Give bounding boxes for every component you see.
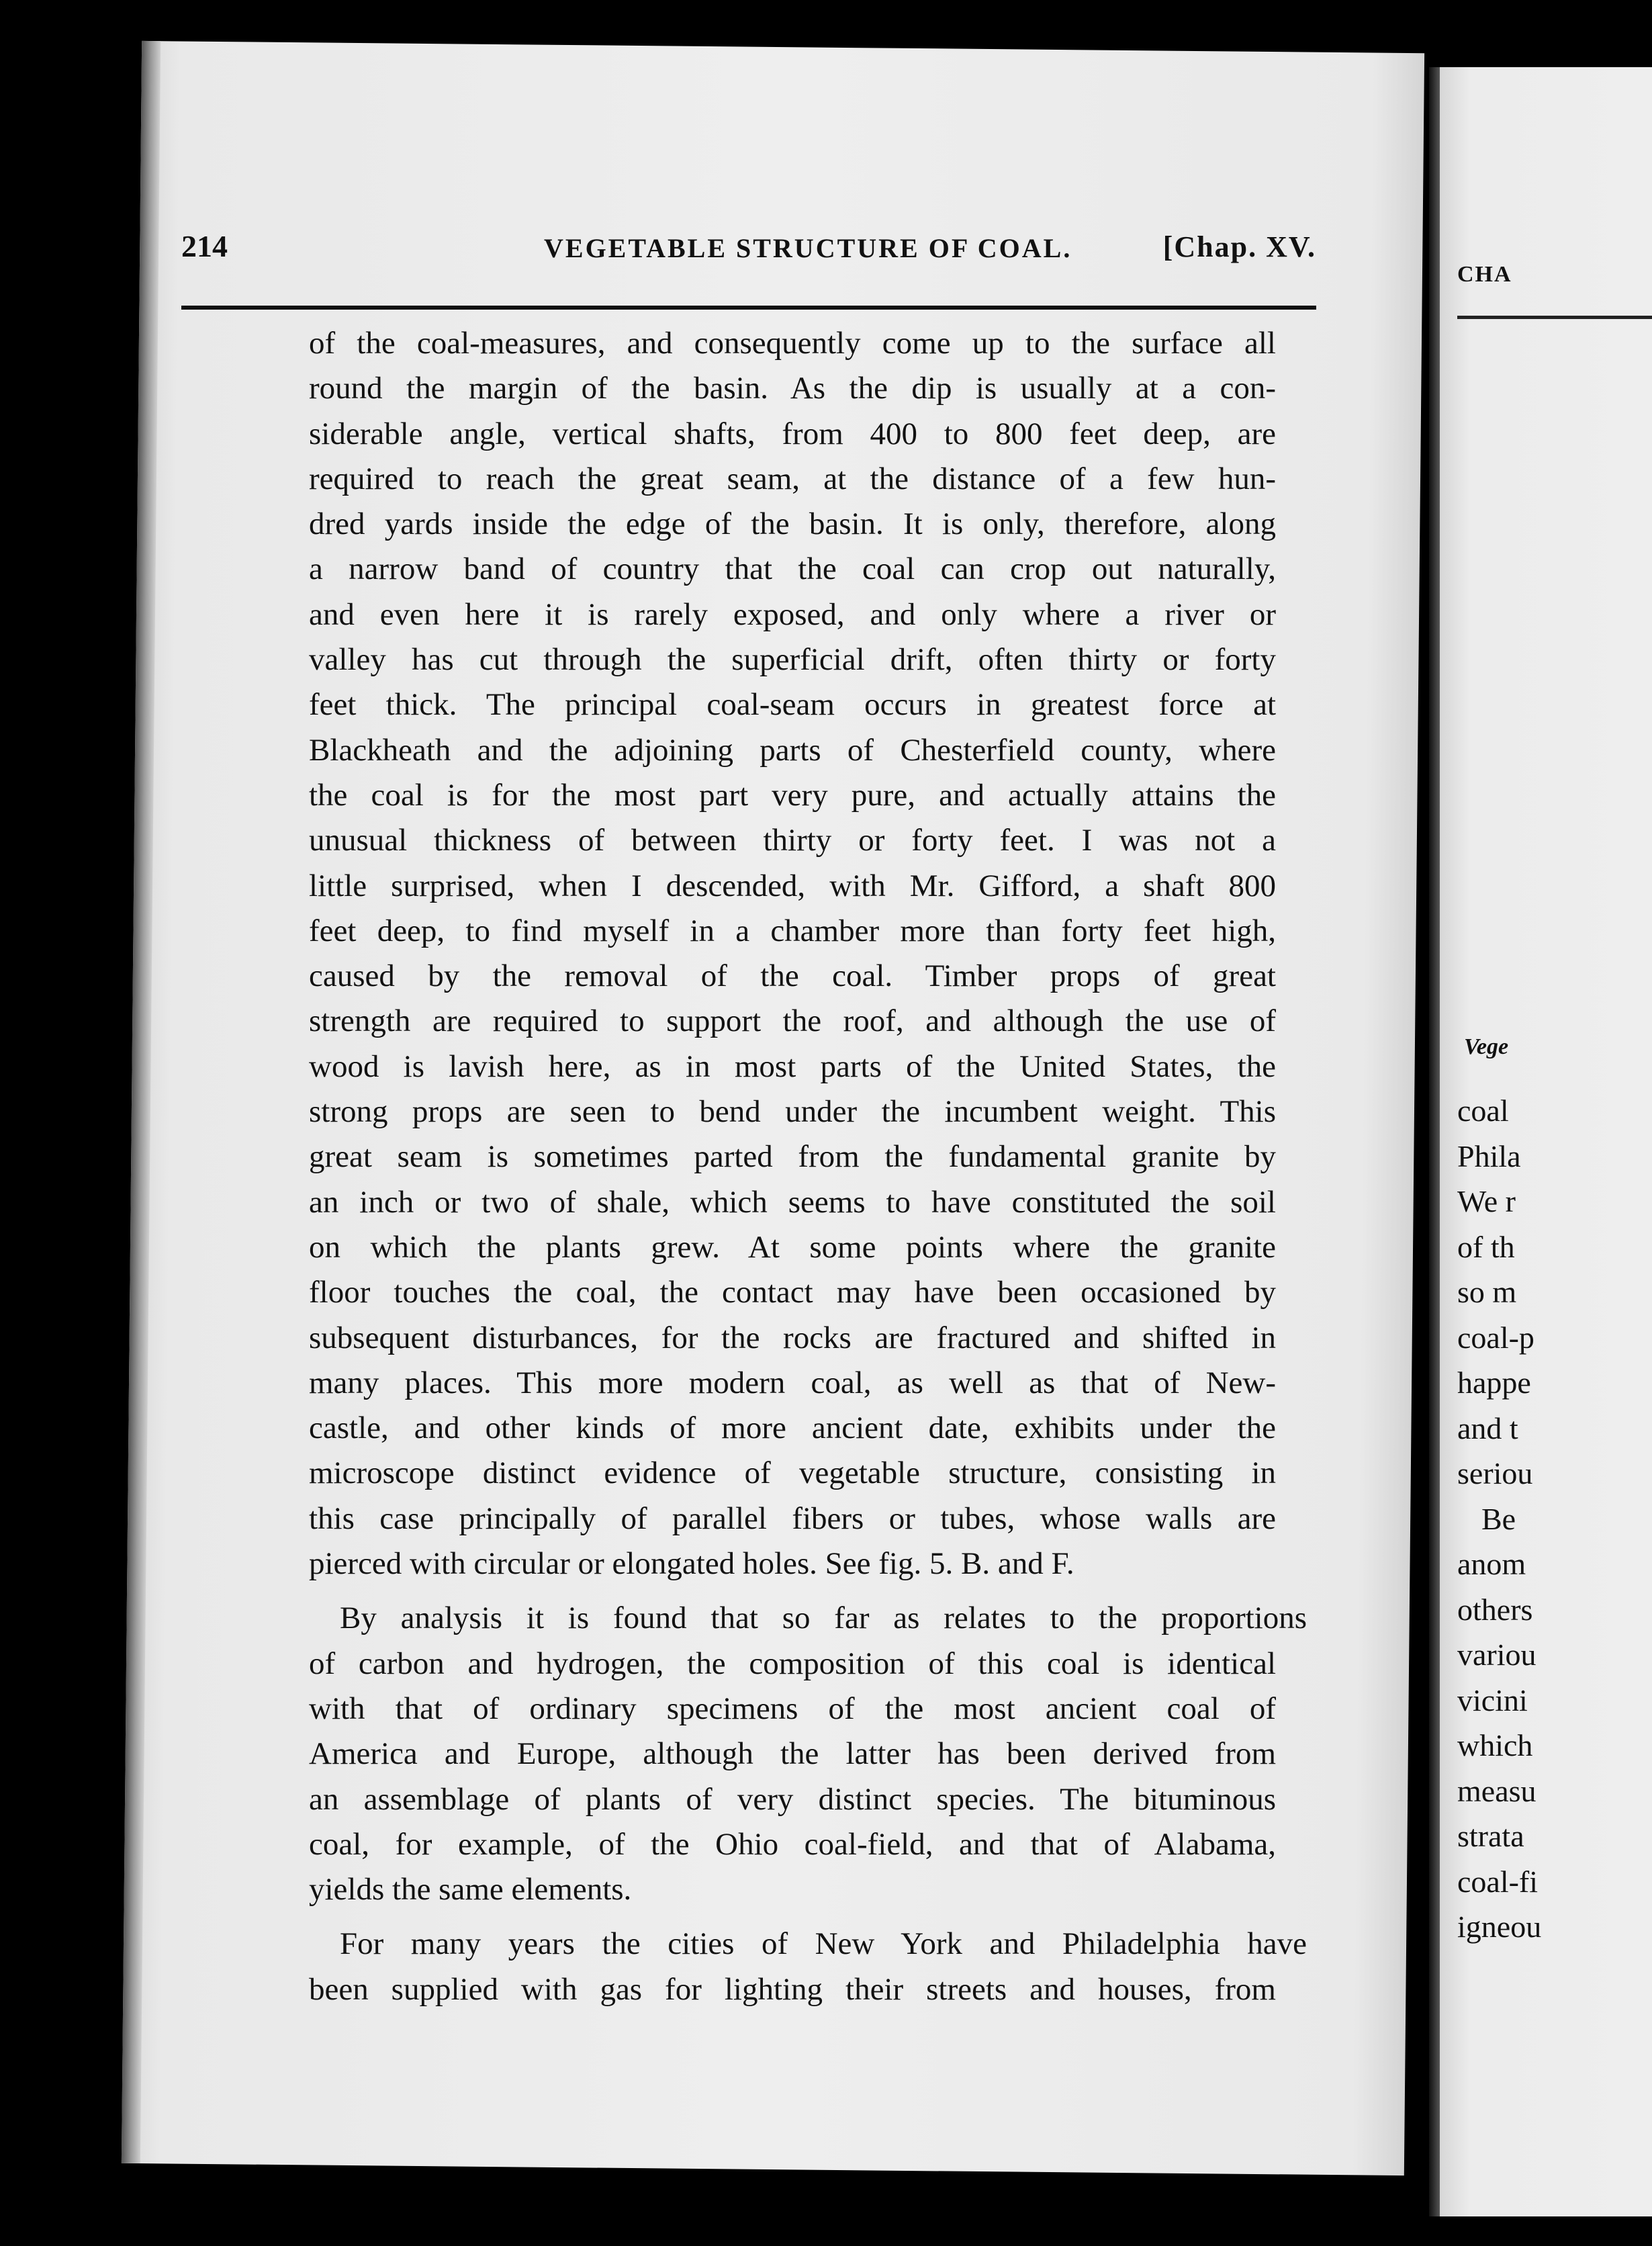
text-line: microscope distinct evidence of vegetable structure, consisting in (309, 1455, 1276, 1491)
page-number: 214 (181, 229, 228, 263)
paragraph-gap (309, 1586, 1303, 1596)
facing-text-line: Phila (1457, 1138, 1521, 1173)
facing-text-line: which (1457, 1728, 1533, 1762)
text-line: Blackheath and the adjoining parts of Chesterfield county, where (309, 732, 1276, 768)
text-line: on which the plants grew. At some points where the granite (309, 1229, 1276, 1265)
text-line: For many years the cities of New York and Philadelphia have (340, 1926, 1307, 1962)
text-line: By analysis it is found that so far as relates to the proportions (340, 1601, 1307, 1636)
text-line: America and Europe, although the latter has been derived from (309, 1736, 1276, 1772)
facing-text-line: so m (1457, 1275, 1517, 1309)
text-line: caused by the removal of the coal. Timber props of great (309, 958, 1276, 994)
header-rule (181, 306, 1316, 310)
running-header (181, 228, 1316, 282)
text-line: required to reach the great seam, at the distance of a few hun- (309, 461, 1276, 496)
text-line: wood is lavish here, as in most parts of the United States, the (309, 1048, 1276, 1084)
facing-text-line: seriou (1457, 1456, 1533, 1490)
text-line: an assemblage of plants of very distinct species. The bituminous (309, 1781, 1276, 1817)
text-line: been supplied with gas for lighting their streets and houses, from (309, 1971, 1276, 2007)
facing-text-line: strata (1457, 1819, 1524, 1853)
text-line: this case principally of parallel fibers or tubes, whose walls are (309, 1500, 1276, 1536)
text-line: dred yards inside the edge of the basin. It is only, therefore, along (309, 506, 1276, 542)
facing-page-caption: Vege (1464, 1034, 1509, 1059)
text-line: yields the same elements. (309, 1872, 632, 1907)
facing-page-rule (1457, 316, 1652, 319)
facing-text-line: happe (1457, 1365, 1531, 1400)
text-line: feet thick. The principal coal-seam occurs in greatest force at (309, 687, 1276, 723)
paragraph (309, 321, 1303, 1586)
text-line: subsequent disturbances, for the rocks are fractured and shifted in (309, 1320, 1276, 1355)
facing-text-line: vicini (1457, 1682, 1528, 1717)
facing-text-line: anom (1457, 1547, 1526, 1581)
facing-text-line: of th (1457, 1229, 1515, 1264)
body-text (309, 321, 1307, 2012)
running-title: VEGETABLE STRUCTURE OF COAL. (544, 233, 1072, 263)
text-line: floor touches the coal, the contact may have been occasioned by (309, 1275, 1276, 1310)
paragraph-gap (309, 1912, 1303, 1922)
text-line: of the coal-measures, and consequently come up to the surface all (309, 326, 1276, 361)
text-line: coal, for example, of the Ohio coal-field, and that of Alabama, (309, 1826, 1276, 1862)
text-line: strength are required to support the roof, and although the use of (309, 1003, 1276, 1039)
text-line: the coal is for the most part very pure, and actually attains the (309, 777, 1276, 813)
text-line: and even here it is rarely exposed, and only where a river or (309, 596, 1276, 632)
facing-text-line: coal-fi (1457, 1864, 1539, 1899)
paragraph (309, 1922, 1307, 2012)
paragraph (309, 1596, 1307, 1912)
text-line: siderable angle, vertical shafts, from 400 to 800 feet deep, are (309, 416, 1276, 451)
text-line: round the margin of the basin. As the dip is usually at a con- (309, 371, 1276, 406)
text-line: little surprised, when I descended, with Mr. Gifford, a shaft 800 (309, 868, 1276, 903)
facing-text-line: Be (1481, 1501, 1516, 1536)
facing-text-line: others (1457, 1592, 1533, 1627)
page-gutter-shadow (122, 41, 160, 2163)
text-line: unusual thickness of between thirty or forty feet. I was not a (309, 823, 1276, 858)
text-line: a narrow band of country that the coal can crop out naturally, (309, 551, 1276, 587)
text-line: many places. This more modern coal, as well as that of New- (309, 1365, 1276, 1400)
facing-text-line: measu (1457, 1773, 1536, 1808)
facing-page-gutter (1429, 67, 1440, 2216)
text-line: feet deep, to find myself in a chamber more than forty feet high, (309, 913, 1276, 948)
text-line: valley has cut through the superficial drift, often thirty or forty (309, 642, 1276, 678)
facing-text-line: coal-p (1457, 1320, 1534, 1355)
text-line: castle, and other kinds of more ancient date, exhibits under the (309, 1410, 1276, 1446)
text-line: of carbon and hydrogen, the composition of this coal is identical (309, 1646, 1276, 1681)
facing-text-line: We r (1457, 1184, 1516, 1218)
facing-text-line: variou (1457, 1637, 1536, 1672)
facing-text-line: and t (1457, 1410, 1518, 1445)
facing-text-line: igneou (1457, 1910, 1542, 1944)
facing-page-header: CHA (1457, 262, 1512, 287)
facing-page-text (1457, 1088, 1652, 1950)
text-line: great seam is sometimes parted from the fundamental granite by (309, 1139, 1276, 1175)
chapter-label: [Chap. XV. (1162, 230, 1316, 263)
text-line: an inch or two of shale, which seems to have constituted the soil (309, 1184, 1276, 1220)
text-line: pierced with circular or elongated holes. See fig. 5. B. and F. (309, 1546, 1074, 1582)
text-line: with that of ordinary specimens of the most ancient coal of (309, 1691, 1276, 1726)
text-line: strong props are seen to bend under the incumbent weight. This (309, 1094, 1276, 1130)
facing-text-line: coal (1457, 1093, 1509, 1128)
